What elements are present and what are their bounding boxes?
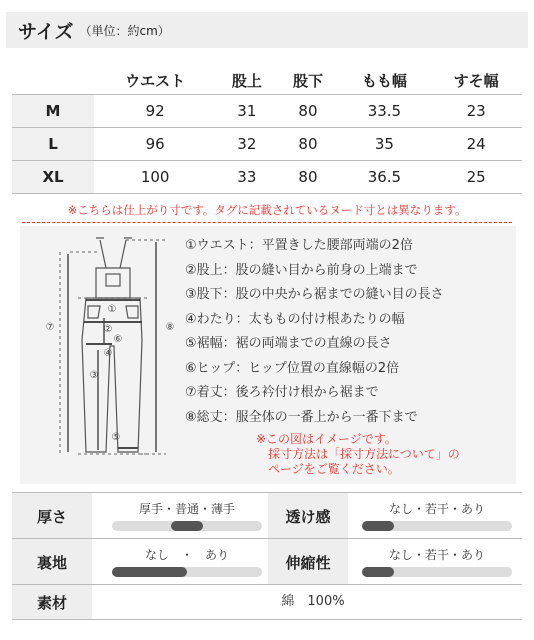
lining-label: 裏地 xyxy=(12,539,92,585)
size-table-header xyxy=(12,66,522,95)
unit-note: （単位：約cm） xyxy=(79,23,170,38)
diagram-label: ⑧ xyxy=(165,322,175,333)
level-fill xyxy=(362,567,394,577)
list-item: ⑥ヒップ：ヒップ位置の直線幅の2倍 xyxy=(185,360,400,376)
table-row xyxy=(12,161,522,194)
list-item: ⑧総丈：服全体の一番上から一番下まで xyxy=(185,409,418,425)
table-row xyxy=(12,95,522,128)
table-cell: 36.5 xyxy=(339,161,431,194)
table-cell: 33.5 xyxy=(339,95,431,128)
size-label: M xyxy=(12,95,94,128)
transparency-scale: なし・若干・あり xyxy=(352,493,522,539)
table-cell: 33 xyxy=(216,161,277,194)
table-cell: 80 xyxy=(277,95,338,128)
diagram-label: ⑤ xyxy=(111,432,121,443)
size-label: XL xyxy=(12,161,94,194)
thickness-label: 厚さ xyxy=(12,493,92,539)
overalls-diagram xyxy=(20,226,200,484)
transparency-label: 透け感 xyxy=(268,493,348,539)
table-cell: 24 xyxy=(430,128,522,161)
table-cell: 80 xyxy=(277,161,338,194)
level-fill xyxy=(112,567,187,577)
table-cell: 35 xyxy=(339,128,431,161)
diagram-label: ⑦ xyxy=(45,322,55,333)
stretch-scale: なし・若干・あり xyxy=(352,539,522,585)
measurement-list xyxy=(185,234,444,430)
col-thigh: もも幅 xyxy=(339,66,431,95)
list-item: ②股上：股の縫い目から前身の上端まで xyxy=(185,262,418,278)
size-header xyxy=(6,12,528,48)
table-cell: 31 xyxy=(216,95,277,128)
table-cell: 92 xyxy=(94,95,216,128)
table-cell: 32 xyxy=(216,128,277,161)
list-item: ⑤裾幅：裾の両端までの直線の長さ xyxy=(185,336,392,351)
diagram-label: ① xyxy=(107,304,117,315)
lining-scale: なし ・ あり xyxy=(102,539,272,585)
size-title: サイズ xyxy=(18,20,74,43)
diagram-label: ③ xyxy=(89,370,99,381)
table-cell: 23 xyxy=(430,95,522,128)
level-fill xyxy=(362,521,394,531)
measurement-guide xyxy=(20,226,516,484)
col-inseam: 股下 xyxy=(277,66,338,95)
list-item: ③股下：股の中央から裾までの縫い目の長さ xyxy=(185,287,444,302)
material-label: 素材 xyxy=(12,585,92,619)
col-hem: すそ幅 xyxy=(430,66,522,95)
table-row xyxy=(12,128,522,161)
finished-size-note: ※こちらは仕上がり寸です。タグに記載されているヌード寸とは異なります。 xyxy=(67,203,467,217)
col-waist: ウエスト xyxy=(94,66,216,95)
attr-row-thickness-transparency xyxy=(12,492,522,539)
stretch-label: 伸縮性 xyxy=(268,539,348,585)
diagram-label: ② xyxy=(103,324,113,335)
table-cell: 80 xyxy=(277,128,338,161)
list-item: ⑦着丈：後ろ衿付け根から裾まで xyxy=(185,385,379,400)
diagram-label: ⑥ xyxy=(113,334,123,345)
list-item: ④わたり：太ももの付け根あたりの幅 xyxy=(185,311,405,327)
table-cell: 25 xyxy=(430,161,522,194)
material-value: 綿 100% xyxy=(281,594,345,609)
diagram-label: ④ xyxy=(103,348,113,359)
table-cell: 100 xyxy=(94,161,216,194)
col-rise: 股上 xyxy=(216,66,277,95)
figure-note: ※この図はイメージです。 採寸方法は「採寸方法について」の ページをご覧ください。 xyxy=(256,432,460,476)
size-table xyxy=(12,66,522,194)
size-label: L xyxy=(12,128,94,161)
thickness-scale: 厚手・普通・薄手 xyxy=(102,493,272,539)
attr-row-material xyxy=(12,584,522,620)
list-item: ①ウエスト：平置きした腰部両端の2倍 xyxy=(185,238,413,253)
level-fill xyxy=(171,521,203,531)
divider xyxy=(22,222,512,223)
table-cell: 96 xyxy=(94,128,216,161)
attr-row-lining-stretch xyxy=(12,538,522,585)
